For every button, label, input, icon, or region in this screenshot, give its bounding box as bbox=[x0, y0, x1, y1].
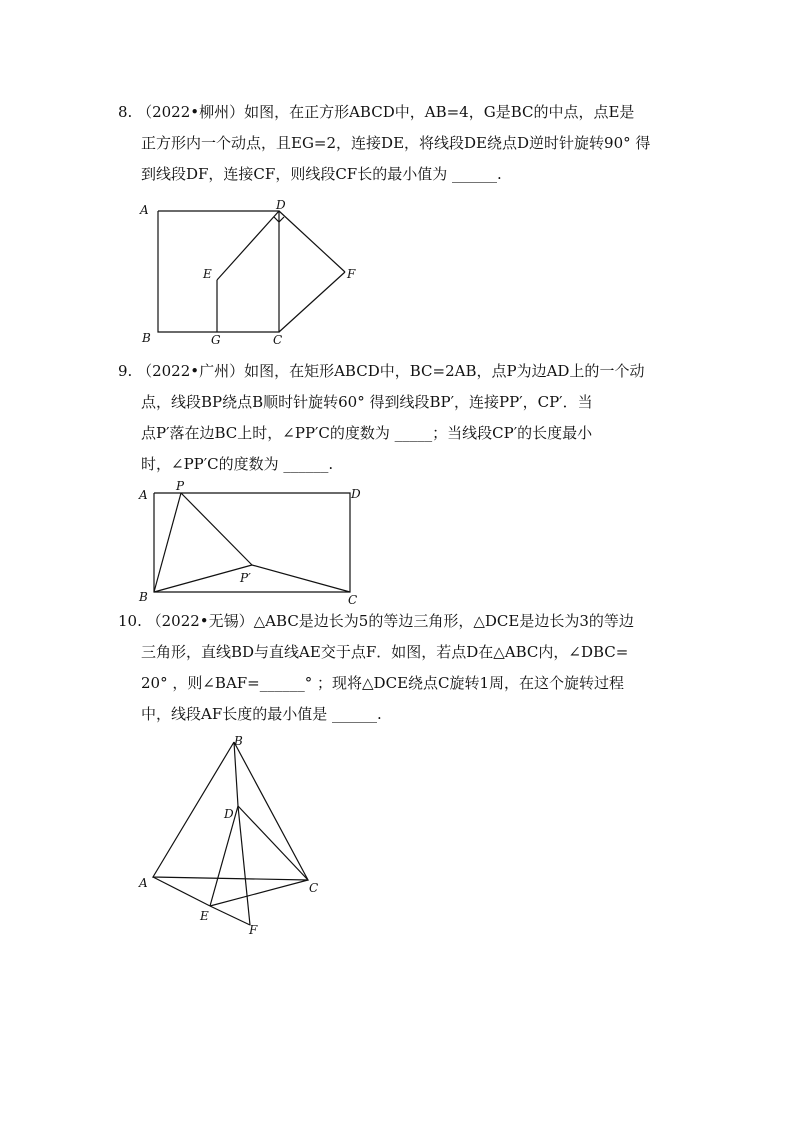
segment-ef bbox=[210, 906, 250, 925]
problem-10-line-2: 三角形，直线BD与直线AE交于点F．如图，若点D在△ABC内，∠DBC= bbox=[141, 643, 629, 661]
label-a: A bbox=[139, 488, 148, 502]
problem-8-line-3: 到线段DF，连接CF，则线段CF长的最小值为 ______. bbox=[141, 165, 502, 183]
segment-de bbox=[210, 806, 238, 906]
segment-df bbox=[279, 211, 345, 272]
problem-9-line-3: 点P′落在边BC上时，∠PP′C的度数为 _____；当线段CP′的长度最小 bbox=[141, 424, 593, 442]
segment-bp bbox=[154, 493, 181, 592]
segment-ae bbox=[153, 877, 210, 906]
problem-10-line-1: 10. （2022•无锡）△ABC是边长为5的等边三角形，△DCE是边长为3的等边 bbox=[118, 612, 634, 630]
segment-ec bbox=[210, 880, 308, 906]
label-p-prime: P′ bbox=[240, 571, 251, 585]
problem-10-figure bbox=[130, 730, 330, 940]
label-a: A bbox=[140, 203, 149, 217]
segment-dc bbox=[238, 806, 308, 880]
label-f: F bbox=[249, 923, 258, 937]
label-b: B bbox=[234, 734, 243, 748]
problem-10-line-3: 20° ，则∠BAF=______° ；现将△DCE绕点C旋转1周，在这个旋转过程 bbox=[141, 674, 625, 692]
problem-9 bbox=[118, 356, 678, 480]
label-b: B bbox=[142, 331, 151, 345]
problem-8 bbox=[118, 97, 678, 190]
segment-p-prime-c bbox=[252, 565, 350, 592]
label-d: D bbox=[351, 487, 361, 501]
problem-8-line-2: 正方形内一个动点，且EG=2，连接DE，将线段DE绕点D逆时针旋转90° 得 bbox=[141, 134, 651, 152]
segment-bp-prime bbox=[154, 565, 252, 592]
segment-fc bbox=[279, 272, 345, 332]
rectangle-abcd bbox=[154, 493, 350, 592]
label-e: E bbox=[200, 909, 209, 923]
label-p: P bbox=[176, 479, 185, 493]
problem-10-line-4: 中，线段AF长度的最小值是 ______. bbox=[141, 705, 382, 723]
segment-df bbox=[238, 806, 250, 925]
square-abcd bbox=[158, 211, 279, 332]
problem-8-line-1: 8. （2022•柳州）如图，在正方形ABCD中，AB=4，G是BC的中点，点E是 bbox=[118, 103, 635, 121]
segment-bd bbox=[234, 742, 238, 806]
problem-10 bbox=[118, 606, 678, 730]
label-f: F bbox=[347, 267, 356, 281]
label-b: B bbox=[139, 590, 148, 604]
problem-9-line-1: 9. （2022•广州）如图，在矩形ABCD中，BC=2AB，点P为边AD上的一个动 bbox=[118, 362, 645, 380]
problem-9-figure bbox=[130, 478, 375, 608]
problem-8-figure bbox=[130, 196, 370, 348]
segment-pp-prime bbox=[181, 493, 252, 565]
label-c: C bbox=[309, 881, 319, 895]
label-d: D bbox=[224, 807, 234, 821]
label-g: G bbox=[211, 333, 221, 347]
label-e: E bbox=[203, 267, 212, 281]
segment-ed bbox=[217, 211, 279, 280]
label-d: D bbox=[276, 198, 286, 212]
label-c: C bbox=[273, 333, 283, 347]
problem-9-line-2: 点，线段BP绕点B顺时针旋转60° 得到线段BP′，连接PP′，CP′．当 bbox=[141, 393, 593, 411]
problem-9-line-4: 时，∠PP′C的度数为 ______. bbox=[141, 455, 334, 473]
label-a: A bbox=[139, 876, 148, 890]
label-c: C bbox=[348, 593, 358, 607]
